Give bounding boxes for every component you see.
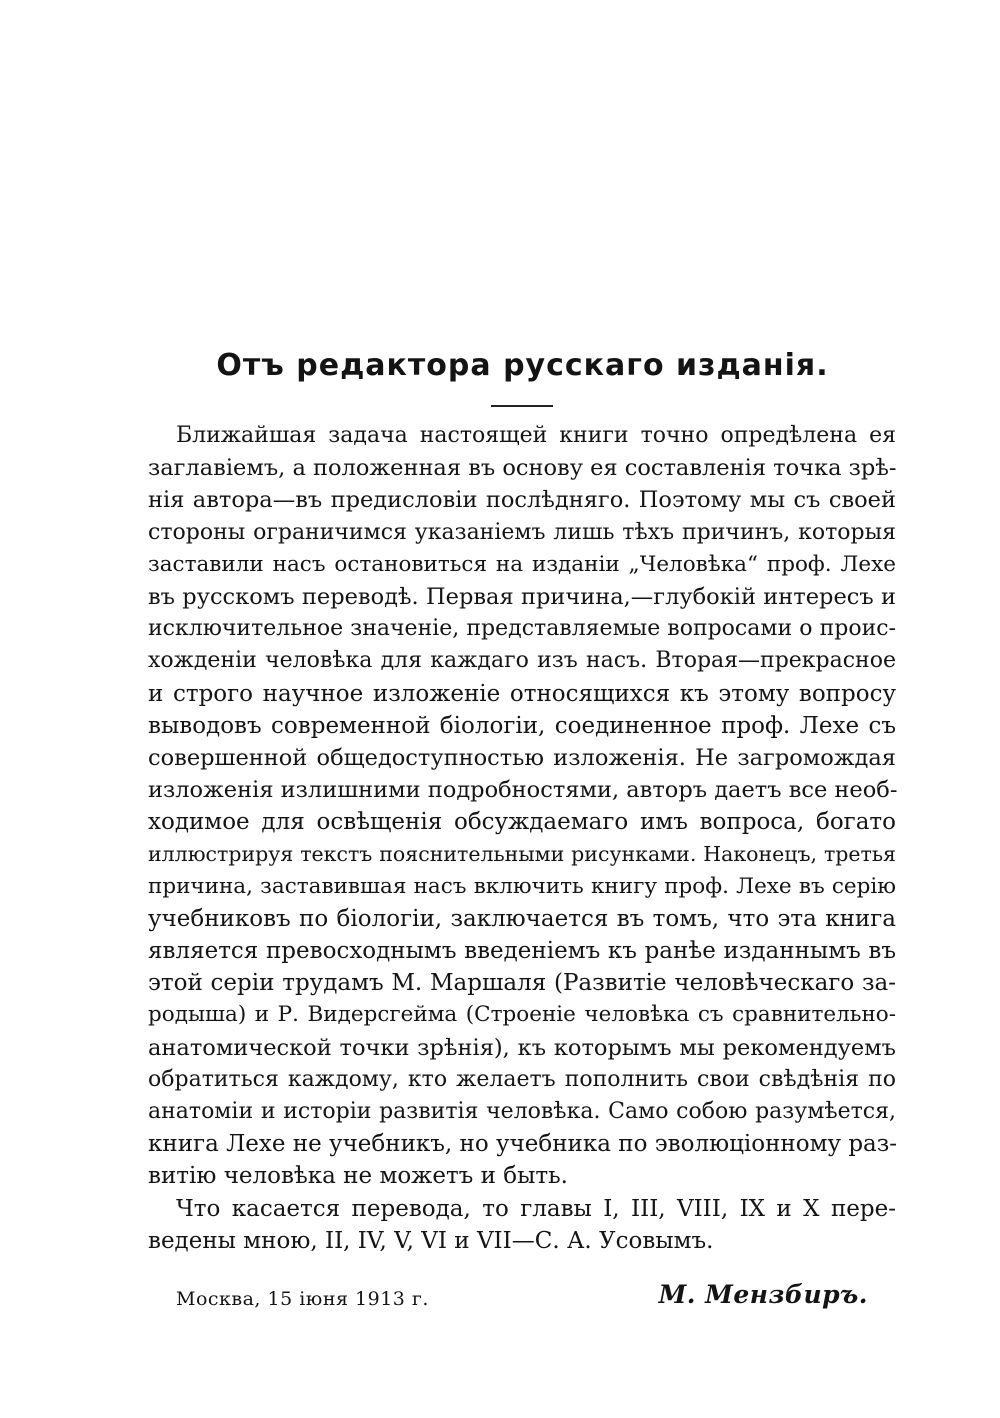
text-line: въ русскомъ переводѣ. Первая причина,—глубокій интересъ и [148,583,896,610]
paragraph-1 [148,420,896,1193]
text-line: и строго научное изложеніе относящихся къ этому вопросу [148,680,896,707]
text-line: выводовъ современной біологіи, соединенное проф. Лехе съ [148,712,896,739]
text-line: исключительное значеніе, представляемые вопросами о проис- [148,616,896,642]
text-line: родыша) и Р. Видерсгейма (Строеніе человѣка съ сравнительно- [148,1002,896,1028]
text-line: учебниковъ по біологіи, заключается въ томъ, что эта книга [148,905,896,932]
place-date: Москва, 15 іюня 1913 г. [176,1288,429,1310]
page-title: Отъ редактора русскаго изданія. [216,348,829,383]
text-line: причина, заставившая насъ включить книгу проф. Лехе въ серію [148,873,896,899]
preface-body [148,420,896,1257]
text-line: изложенія излишними подробностями, авторъ даетъ все необ- [148,777,898,804]
paragraph-2 [148,1193,896,1257]
text-line: нія автора—въ предисловіи послѣдняго. Поэтому мы съ своей [148,487,896,514]
text-line: иллюстрируя текстъ пояснительными рисунками. Наконецъ, третья [148,842,896,867]
text-line: ведены мною, II, IV, V, VI и VII—С. А. Усовымъ. [148,1227,714,1254]
text-line: этой серіи трудамъ М. Маршаля (Развитіе человѣческаго за- [148,970,896,997]
text-line: заставили насъ остановиться на изданіи „Человѣка“ проф. Лехе [148,551,896,577]
text-line: является превосходнымъ введеніемъ къ ранѣе изданнымъ въ [148,938,896,964]
text-line: витію человѣка не можетъ и быть. [148,1163,568,1190]
text-line: Что касается перевода, то главы I, III, VIII, IX и X пере- [176,1195,896,1222]
text-line: анатоміи и исторіи развитія человѣка. Само собою разумѣется, [148,1098,896,1124]
text-line: обратиться каждому, кто желаетъ пополнить свои свѣдѣнія по [148,1066,896,1092]
text-line: хожденіи человѣка для каждаго изъ насъ. Вторая—прекрасное [148,648,896,674]
author-signature: М. Мензбиръ. [658,1280,868,1309]
text-line: книга Лехе не учебникъ, но учебника по эволюціонному раз- [148,1131,898,1158]
text-line: ходимое для освѣщенія обсуждаемаго имъ вопроса, богато [148,809,896,836]
title-divider [491,405,553,407]
text-line: анатомической точки зрѣнія), къ которымъ мы рекомендуемъ [148,1034,896,1061]
text-line: стороны ограничимся указаніемъ лишь тѣхъ причинъ, которыя [148,519,896,545]
text-line: совершенной общедоступностью изложенія. Не загромождая [148,744,896,771]
text-line: Ближайшая задача настоящей книги точно опредѣлена ея [176,423,896,448]
text-line: заглавіемъ, а положенная въ основу ея составленія точка зрѣ- [148,455,897,482]
